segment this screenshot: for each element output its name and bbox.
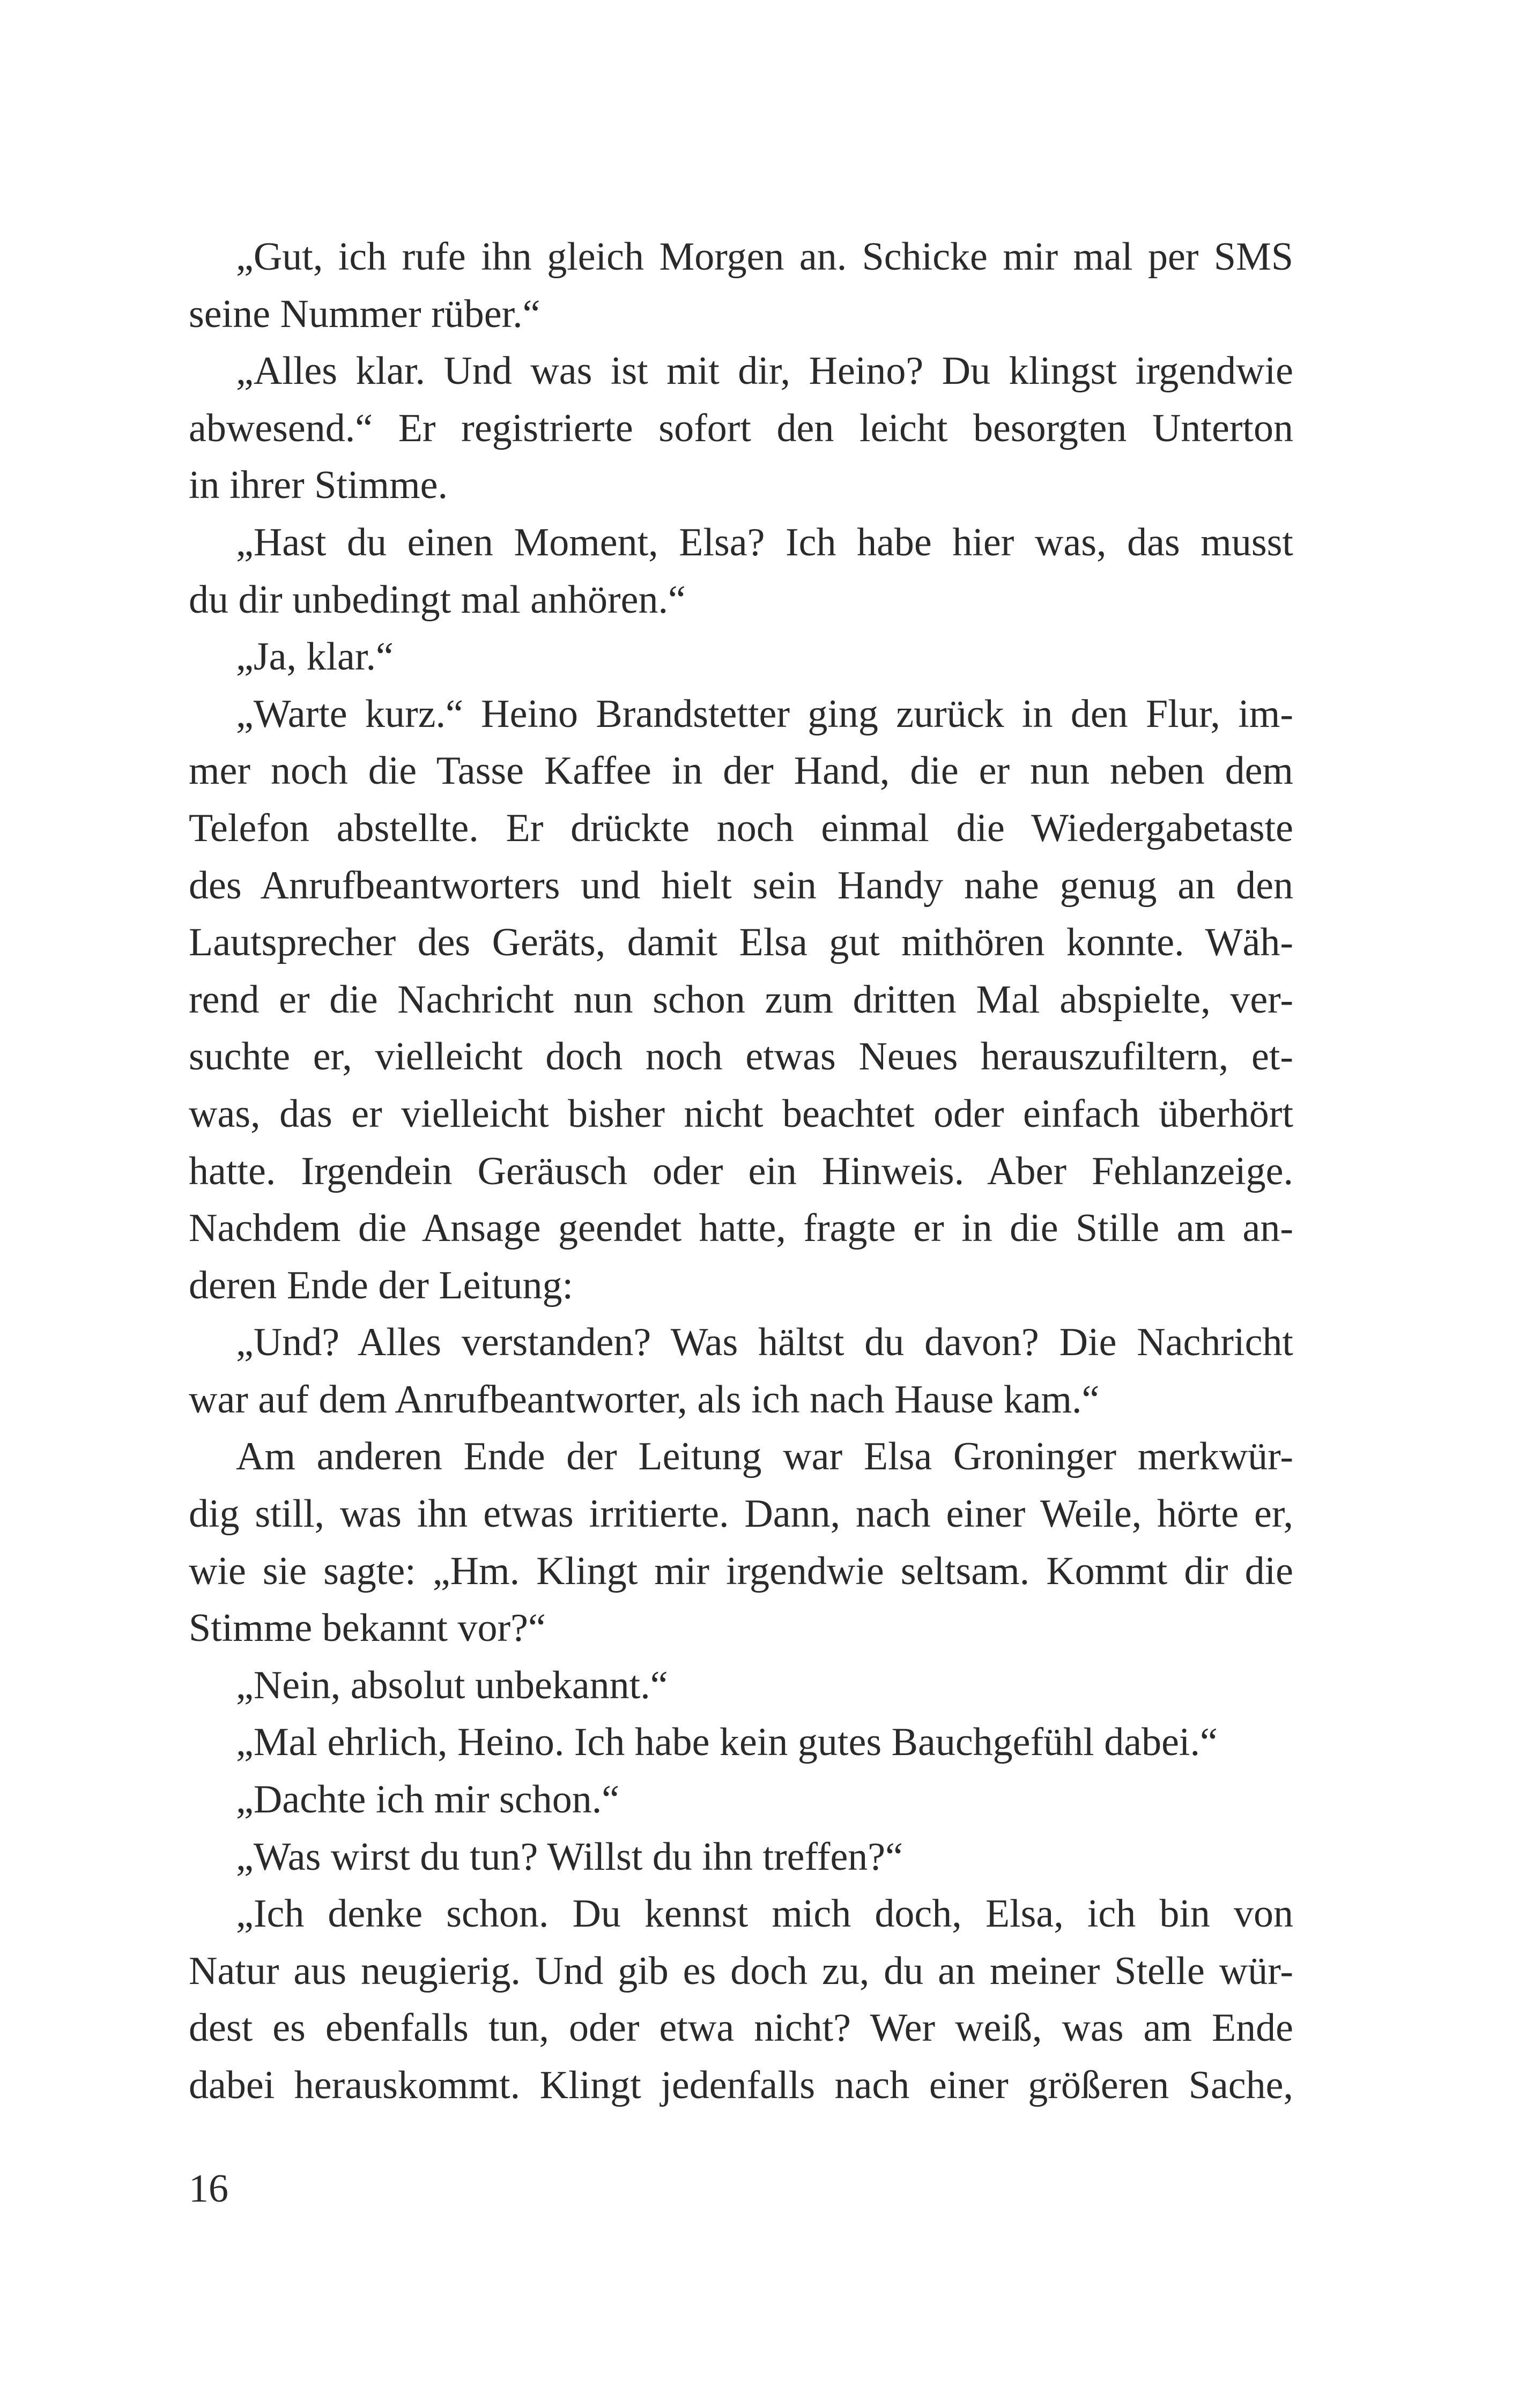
text-line: Stimme bekannt vor?“ — [189, 1606, 546, 1651]
text-line: Nachdem die Ansage geendet hatte, fragte er in die Stille am an- — [189, 1206, 1293, 1251]
paragraph — [189, 1428, 1293, 1656]
text-line: „Warte kurz.“ Heino Brandstetter ging zurück in den Flur, im- — [236, 692, 1293, 736]
text-line: mer noch die Tasse Kaffee in der Hand, die er nun neben dem — [189, 749, 1293, 793]
paragraph — [189, 514, 1293, 628]
text-line: suchte er, vielleicht doch noch etwas Neues herauszufiltern, et- — [189, 1035, 1293, 1079]
text-line: wie sie sagte: „Hm. Klingt mir irgendwie seltsam. Kommt dir die — [189, 1549, 1293, 1593]
paragraph — [189, 628, 1293, 686]
text-line: „Ich denke schon. Du kennst mich doch, Elsa, ich bin von — [236, 1892, 1293, 1936]
text-line: dig still, was ihn etwas irritierte. Dann, nach einer Weile, hörte er, — [189, 1492, 1293, 1536]
page-number: 16 — [189, 2167, 228, 2211]
text-line: war auf dem Anrufbeantworter, als ich nach Hause kam.“ — [189, 1377, 1100, 1422]
paragraph — [189, 1657, 1293, 1714]
text-line: Am anderen Ende der Leitung war Elsa Groninger merkwür- — [236, 1435, 1293, 1479]
text-line: Telefon abstellte. Er drückte noch einmal die Wiedergabetaste — [189, 806, 1293, 850]
text-line: „Mal ehrlich, Heino. Ich habe kein gutes Bauchgefühl dabei.“ — [236, 1720, 1218, 1765]
text-line: du dir unbedingt mal anhören.“ — [189, 577, 686, 622]
paragraph — [189, 1714, 1293, 1771]
text-line: abwesend.“ Er registrierte sofort den leicht besorgten Unterton — [189, 406, 1293, 450]
text-line: „Gut, ich rufe ihn gleich Morgen an. Schicke mir mal per SMS — [236, 235, 1293, 279]
text-line: hatte. Irgendein Geräusch oder ein Hinweis. Aber Fehlanzeige. — [189, 1149, 1293, 1193]
text-line: was, das er vielleicht bisher nicht beachtet oder einfach überhört — [189, 1091, 1293, 1136]
paragraph — [189, 686, 1293, 1314]
text-line: des Anrufbeantworters und hielt sein Handy nahe genug an den — [189, 863, 1293, 908]
text-line: deren Ende der Leitung: — [189, 1263, 574, 1307]
text-line: „Dachte ich mir schon.“ — [236, 1778, 620, 1822]
paragraph — [189, 1314, 1293, 1428]
text-line: „Alles klar. Und was ist mit dir, Heino? Du klingst irgendwie — [236, 349, 1293, 393]
paragraph — [189, 228, 1293, 343]
text-line: „Und? Alles verstanden? Was hältst du davon? Die Nachricht — [236, 1320, 1293, 1365]
text-line: Lautsprecher des Geräts, damit Elsa gut mithören konnte. Wäh- — [189, 920, 1293, 965]
text-line: rend er die Nachricht nun schon zum dritten Mal abspielte, ver- — [189, 977, 1293, 1022]
text-line: „Nein, absolut unbekannt.“ — [236, 1663, 668, 1707]
paragraph — [189, 343, 1293, 514]
text-line: „Hast du einen Moment, Elsa? Ich habe hier was, das musst — [236, 520, 1293, 564]
text-line: Natur aus neugierig. Und gib es doch zu, du an meiner Stelle wür- — [189, 1949, 1293, 1993]
text-line: in ihrer Stimme. — [189, 463, 448, 508]
text-line: „Was wirst du tun? Willst du ihn treffen?“ — [236, 1834, 903, 1879]
paragraph — [189, 1829, 1293, 1886]
paragraph — [189, 1771, 1293, 1829]
text-line: dest es ebenfalls tun, oder etwa nicht? Wer weiß, was am Ende — [189, 2006, 1293, 2050]
text-line: seine Nummer rüber.“ — [189, 292, 540, 336]
body-text — [189, 228, 1293, 2114]
text-line: dabei herauskommt. Klingt jedenfalls nach einer größeren Sache, — [189, 2063, 1293, 2107]
paragraph — [189, 1885, 1293, 2114]
text-line: „Ja, klar.“ — [236, 635, 394, 679]
